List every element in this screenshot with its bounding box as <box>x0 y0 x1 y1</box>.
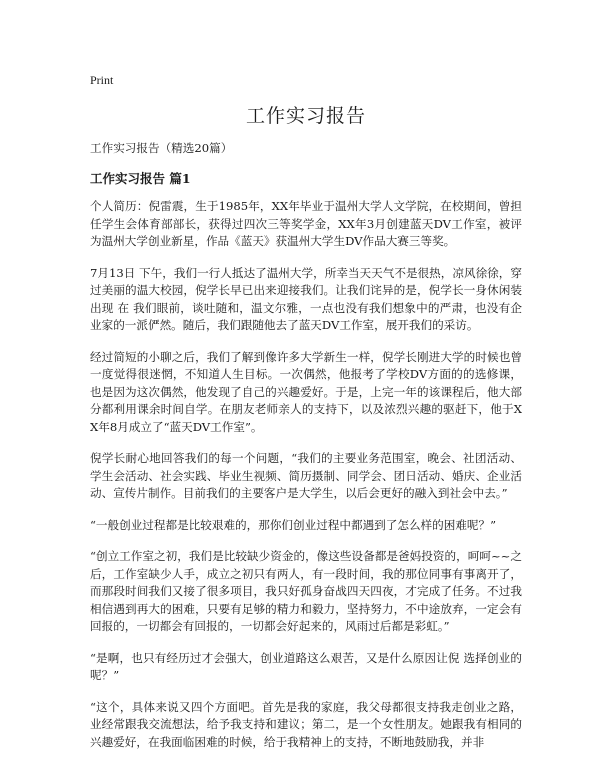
document-subtitle: 工作实习报告（精选20篇） <box>90 141 233 155</box>
paragraph-background: 经过简短的小聊之后，我们了解到像许多大学新生一样，倪学长刚进大学的时候也曾一度觉得很迷惘，不知道人生目标。一次偶然，他报考了学校DV方面的的选修课，也是因为这次偶然，他发现了自己的兴趣爱好。于是，上完一年的该课程后，他大部分都利用课余时间自学。在朋友老师亲人的支持下，以及浓烈兴趣的驱赶下，他于XX年8月成立了“蓝天DV工作室”。 <box>90 349 522 434</box>
paragraph-question-reason: “是啊，也只有经历过才会强大，创业道路这么艰苦，又是什么原因让倪 选择创业的呢？” <box>90 650 522 682</box>
paragraph-resume: 个人简历：倪雷震，生于1985年，XX年毕业于温州大学人文学院，在校期间，曾担任学生会体育部部长，获得过四次三等奖学金，XX年3月创建蓝天DV工作室，被评为温州大学创业新星，作品《蓝天》获温州大学生DV作品大赛三等奖。 <box>90 199 522 248</box>
paragraph-answer-reason: “这个，具体来说又四个方面吧。首先是我的家庭，我父母都很支持我走创业之路，业经常跟我交流想法，给予我支持和建议；第二，是一个女性朋友。她跟我有相同的兴趣爱好，在我面临困难的时候，给于我精神上的支持，不断地鼓励我，并非 <box>90 699 522 749</box>
paragraph-business-scope: 倪学长耐心地回答我们的每一个问题，“我们的主要业务范围室，晚会、社团活动、学生会活动、社会实践、毕业生视频、简历摄制、同学会、团日活动、婚庆、企业活动、宣传片制作。目前我们的主要客户是大学生，以后会更好的融入到社会中去。” <box>90 451 522 500</box>
paragraph-question-difficulty: “一般创业过程都是比较艰难的，那你们创业过程中都遇到了怎么样的困难呢？” <box>90 517 497 532</box>
paragraph-arrival: 7月13日 下午，我们一行人抵达了温州大学，所幸当天天气不是很热，凉风徐徐，穿过美丽的温大校园，倪学长早已出来迎接我们。让我们诧异的是，倪学长一身休闲装出现 在 我们眼前，谈吐随和，温文尔雅，一点也没有我们想象中的严肃，也没有企业家的一派俨然。随后，我们跟随他去了蓝天DV工作室，展开我们的采访。 <box>90 265 522 332</box>
print-label: Print <box>90 73 114 87</box>
section-heading: 工作实习报告 篇1 <box>90 171 191 186</box>
paragraph-answer-difficulty: “创立工作室之初，我们是比较缺少资金的，像这些设备都是爸妈投资的，呵呵~~之后，工作室缺少人手，成立之初只有两人，有一段时间，我的那位同事有事离开了，而那段时间我们又接了很多项目，我只好孤身奋战四天四夜，才完成了任务。不过我相信遇到再大的困难，只要有足够的精力和毅力，坚持努力，不中途放弃，一定会有回报的，一切都会有回报的，一切都会好起来的，风雨过后都是彩虹。” <box>90 549 522 633</box>
document-title: 工作实习报告 <box>245 105 366 127</box>
